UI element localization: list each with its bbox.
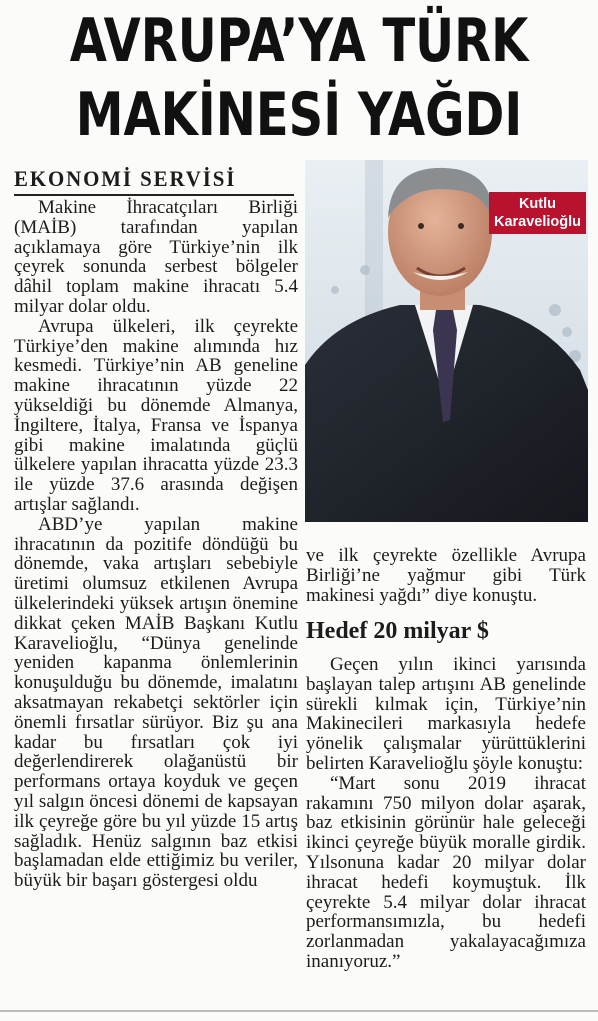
paragraph: ve ilk çeyrekte özellikle Avrupa Birliği’ne yağmur gibi Türk makinesi yağdı” diye konuştu. <box>306 545 586 606</box>
headline-line-1: AVRUPA’YA TÜRK <box>69 6 529 76</box>
right-column-top <box>306 546 586 605</box>
portrait-photo <box>305 160 588 522</box>
photo-caption-badge <box>489 192 586 234</box>
right-column-bottom <box>306 655 586 972</box>
photo-caption-line-1: Kutlu <box>518 196 556 212</box>
photo-caption-line-2: Karavelioğlu <box>493 214 581 230</box>
headline-line-2: MAKİNESİ YAĞDI <box>75 80 523 150</box>
headline <box>0 4 598 152</box>
section-label <box>14 166 294 196</box>
paragraph: “Mart sonu 2019 ihracat rakamını 750 milyon dolar aşarak, baz etkisinin görünür hale geleceği ikinci çeyreğe büyük moralle girdik. Yılsonuna kadar 20 milyar dolar ihracat hedefi koymuştuk. İlk çeyrekte 5.4 milyar dolar ihracat performansımızla, bu hedefi zorlanmadan yakalayacağımıza inanıyoruz.” <box>306 772 586 972</box>
paragraph: Geçen yılın ikinci yarısında başlayan talep artışını AB genelinde sürekli kılmak için, Türkiye’nin Makinecileri markasıyla hedefe yönelik çalışmalar yürüttüklerini belirten Karavelioğlu şöyle konuştu: <box>306 654 586 774</box>
bottom-divider <box>0 1010 598 1012</box>
subheading: Hedef 20 milyar $ <box>306 618 489 644</box>
section-label-text: EKONOMİ SERVİSİ <box>14 166 237 191</box>
paragraph: Avrupa ülkeleri, ilk çeyrekte Türkiye’den makine alımında hız kesmedi. Türkiye’nin AB geneline makine ihracatının yüzde 22 yükseldiği bu dönemde Almanya, İngiltere, İtalya, Fransa ve İspanya gibi makine imalatında güçlü ülkelere yapılan ihracatta yüzde 23.3 ile yüzde 37.6 arasında değişen artışlar sağlandı. <box>14 315 298 515</box>
left-column <box>14 198 298 891</box>
paragraph: ABD’ye yapılan makine ihracatının da pozitife döndüğü bu dönemde, vaka artışları sebebiyle üretimi olumsuz etkilenen Avrupa ülkelerindeki yüksek artışın önemine dikkat çeken MAİB Başkanı Kutlu Karavelioğlu, “Dünya genelinde yeniden kapanma önlemlerinin konuşulduğu bu dönemde, imalatını aksatmayan rekabetçi sektörler için önemli fırsatlar sürüyor. Biz şu ana kadar bu fırsatları çok iyi değerlendirerek olağanüstü bir performans ortaya koyduk ve geçen yıl salgın öncesi dönemi de kapsayan ilk çeyreğe göre bu yıl yüzde 15 artış sağladık. Henüz salgının baz etkisi başlamadan elde ettiğimiz bu veriler, büyük bir başarı göstergesi oldu <box>14 513 298 892</box>
paragraph: Makine İhracatçıları Birliği (MAİB) tarafından yapılan açıklamaya göre Türkiye’nin ilk çeyrek sonunda serbest bölgeler dâhil toplam makine ihracatı 5.4 milyar dolar oldu. <box>14 197 298 317</box>
